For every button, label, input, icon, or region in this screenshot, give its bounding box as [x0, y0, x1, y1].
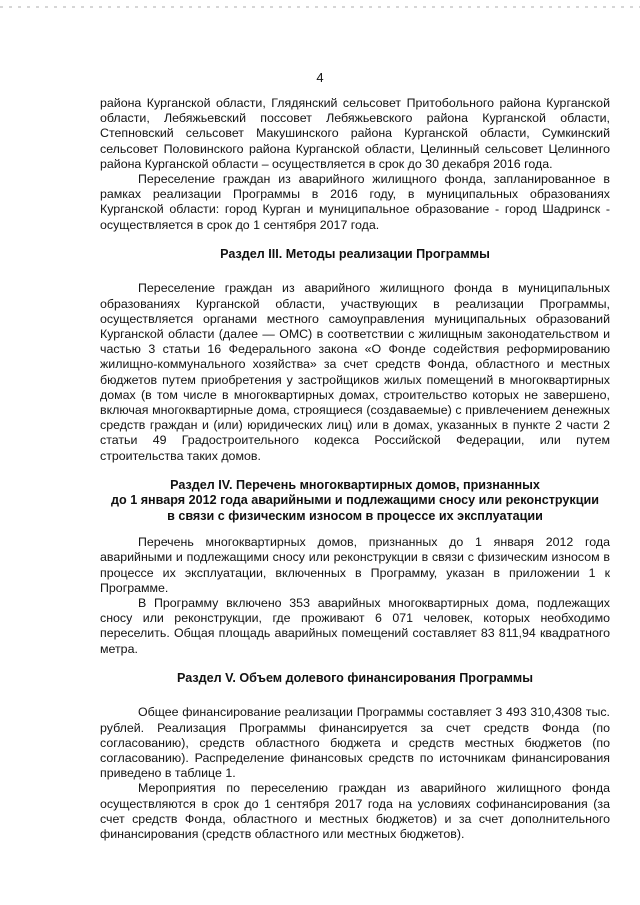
paragraph-house-count: В Программу включено 353 аварийных многоквартирных дома, подлежащих сносу или реконструкции, где проживают 6 071 человек, которых необходимо переселить. Общая площадь аварийных помещений составляет 83 811,94 квадратного метра. [100, 596, 610, 656]
scan-edge-artifact [0, 6, 640, 8]
document-body [100, 96, 610, 842]
section-4-heading-line-1: Раздел IV. Перечень многоквартирных домов, признанных [170, 477, 540, 492]
section-4-heading-line-2: до 1 января 2012 года аварийными и подлежащими сносу или реконструкции [111, 493, 599, 508]
paragraph-measures: Мероприятия по переселению граждан из аварийного жилищного фонда осуществляются в срок до 1 сентября 2017 года на условиях софинансирования (за счет средств Фонда, областного и местных бюджетов) и за счет дополнительного финансирования (средств областного или местных бюджетов). [100, 781, 610, 842]
page-number: 4 [316, 70, 324, 85]
section-5-heading: Раздел V. Объем долевого финансирования Программы [176, 670, 534, 685]
paragraph-financing: Общее финансирование реализации Программы составляет 3 493 310,4308 тыс. рублей. Реализация Программы финансируется за счет средств Фонда (по согласованию), средств областного бюджета и средств местных бюджетов (по согласованию). Распределение финансовых средств по источникам финансирования приведено в таблице 1. [100, 705, 610, 781]
section-4-heading [100, 478, 610, 525]
section-4-heading-line-3: в связи с физическим износом в процессе их эксплуатации [167, 508, 543, 523]
paragraph-house-list: Перечень многоквартирных домов, признанных до 1 января 2012 года аварийными и подлежащими сносу или реконструкции в связи с физическим износом в процессе их эксплуатации, включенных в Программу, указан в приложении 1 к Программе. [100, 535, 610, 595]
section-3-heading: Раздел III. Методы реализации Программы [220, 246, 490, 261]
paragraph-methods: Переселение граждан из аварийного жилищного фонда в муниципальных образованиях Курганской области, участвующих в реализации Программы, осуществляется органами местного самоуправления муниципальных образований Курганской области (далее — ОМС) в соответствии с жилищным законодательством и частью 3 статьи 16 Федерального закона «О Фонде содействия реформированию жилищно-коммунального хозяйства» за счет средств Фонда, областного и местных бюджетов путем приобретения у застройщиков жилых помещений в многоквартирных домах (в том числе в многоквартирных домах, строительство которых не завершено, включая многоквартирные дома, строящиеся (создаваемые) с привлечением денежных средств граждан и (или) юридических лиц) или в домах, указанных в пункте 2 части 2 статьи 49 Градостроительного кодекса Российской Федерации, или путем строительства таких домов. [100, 281, 610, 463]
paragraph-resettlement-2016: Переселение граждан из аварийного жилищного фонда, запланированное в рамках реализации Программы в 2016 году, в муниципальных образованиях Курганской области: город Курган и муниципальное образование - город Шадринск - осуществляется в срок до 1 сентября 2017 года. [100, 172, 610, 232]
paragraph-continuation: района Курганской области, Глядянский сельсовет Притобольного района Курганской области, Лебяжьевский поссовет Лебяжьевского района Курганской области, Степновский сельсовет Макушинского района Курганской области, Сумкинский сельсовет Половинского района Курганской области, Целинный сельсовет Целинного района Курганской области – осуществляется в срок до 30 декабря 2016 года. [100, 96, 610, 171]
